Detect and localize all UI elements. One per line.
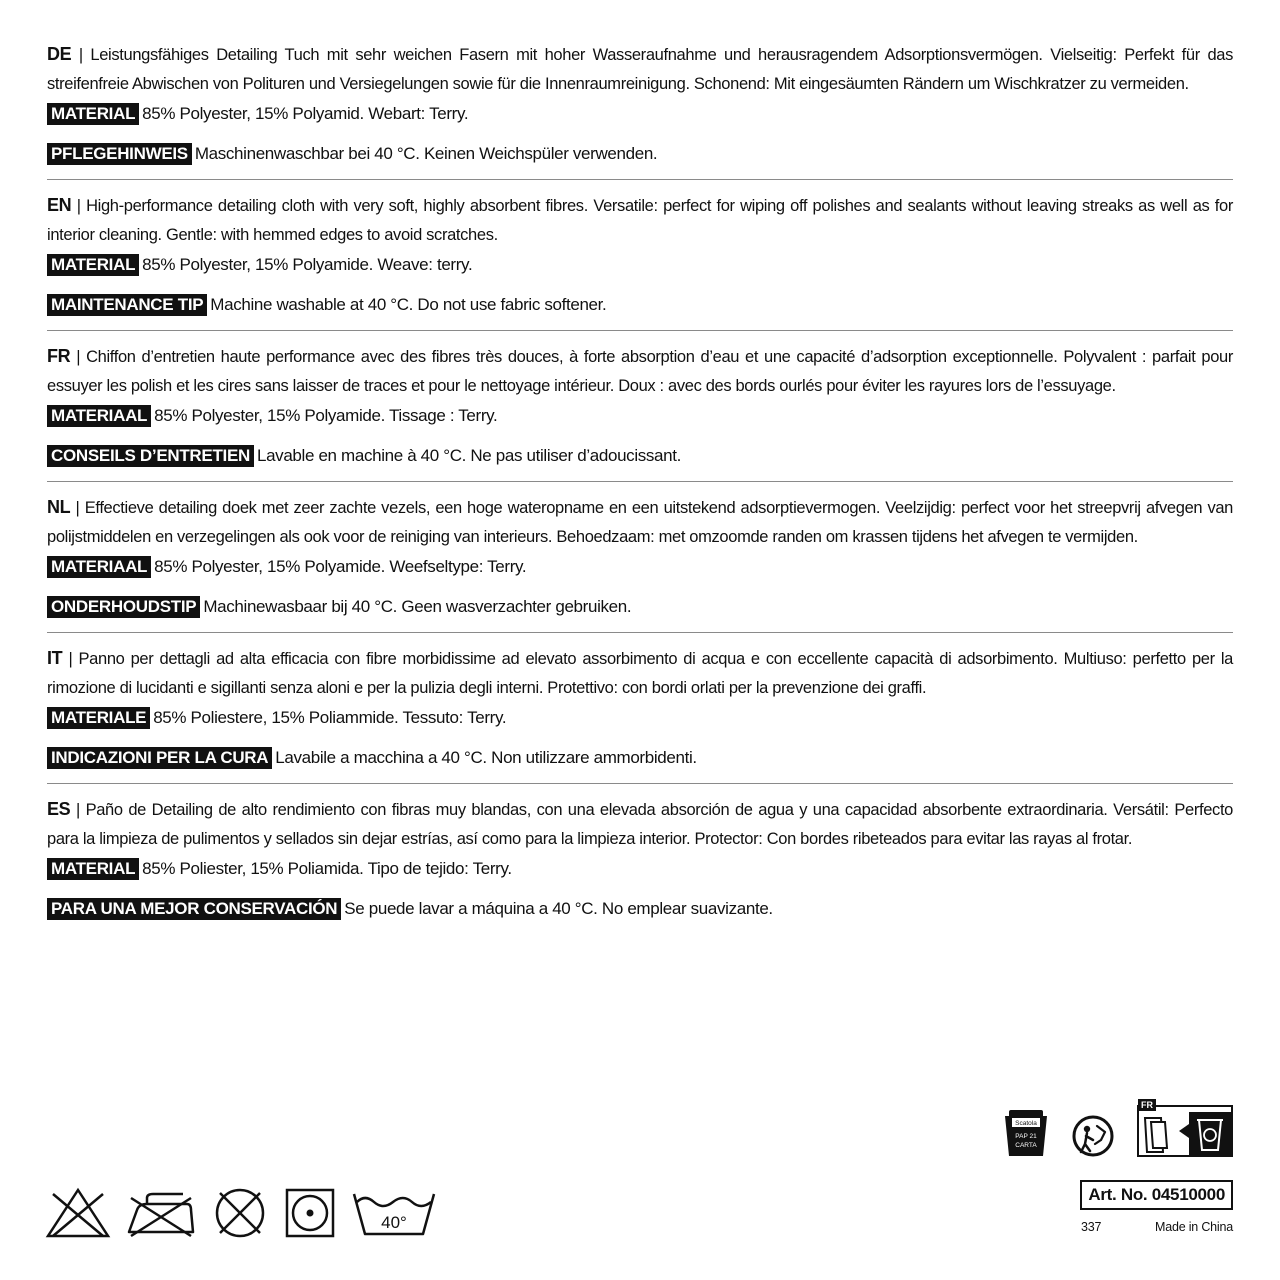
- material-label: MATERIAL: [47, 858, 139, 880]
- care-line: [47, 143, 1233, 165]
- description: [47, 644, 1233, 703]
- info-tri-icon: [1137, 1098, 1233, 1158]
- section-es: [47, 795, 1233, 934]
- wash-temp: 40°: [381, 1213, 407, 1232]
- made-in: Made in China: [1154, 1220, 1233, 1234]
- material-line: [47, 707, 1233, 729]
- description-text: Leistungsfähiges Detailing Tuch mit sehr weichen Fasern mit hoher Wasseraufnahme und herausragendem Adsorptionsvermögen. Vielseitig: Perfekt für das streifenfreie Abwischen von Polituren und Versiegelungen sowie für die Innenraumreinigung. Schonend: Mit eingesäumten Rändern um Wischkratzer zu vermeiden.: [47, 46, 1233, 93]
- description-text: Chiffon d’entretien haute performance avec des fibres très douces, à forte absorption d’eau et une capacité d’adsorption exceptionnelle. Polyvalent : parfait pour essuyer les polish et les cires sans laisser de traces et pour le nettoyage intérieur. Doux : avec des bords ourlés pour éviter les rayures lors de l’essuyage.: [47, 348, 1233, 395]
- material-text: 85% Polyester, 15% Polyamide. Weefseltype: Terry.: [154, 557, 527, 576]
- separator: |: [75, 801, 80, 819]
- product-info-page: [47, 40, 1233, 945]
- no-dry-clean-icon: [283, 1186, 337, 1240]
- language-code: EN: [47, 195, 72, 215]
- description: [47, 191, 1233, 250]
- language-code: ES: [47, 799, 71, 819]
- section-en: [47, 191, 1233, 331]
- section-fr: [47, 342, 1233, 482]
- description-text: Effectieve detailing doek met zeer zachte vezels, een hoge wateropname en een uitstekend adsorptievermogen. Veelzijdig: perfect voor het streepvrij afvegen van polijstmiddelen en verzegelingen als ook voor de reiniging van interieurs. Behoedzaam: met omzoomde randen om krassen tijdens het afvegen te vermijden.: [47, 499, 1234, 546]
- language-code: DE: [47, 44, 72, 64]
- care-label: PARA UNA MEJOR CONSERVACIÓN: [47, 898, 341, 920]
- box-recycling-icon: [1003, 1106, 1049, 1158]
- section-it: [47, 644, 1233, 784]
- care-line: [47, 294, 1233, 316]
- recycling-marks: [1003, 1098, 1233, 1158]
- no-iron-icon: [125, 1186, 197, 1240]
- material-line: [47, 556, 1233, 578]
- care-label: CONSEILS D’ENTRETIEN: [47, 445, 254, 467]
- material-label: MATERIAL: [47, 103, 139, 125]
- svg-text:PAP 21: PAP 21: [1015, 1133, 1037, 1140]
- material-label: MATERIAL: [47, 254, 139, 276]
- care-label: MAINTENANCE TIP: [47, 294, 207, 316]
- material-text: 85% Polyester, 15% Polyamid. Webart: Terry.: [142, 104, 469, 123]
- separator: |: [68, 650, 73, 668]
- care-text: Se puede lavar a máquina a 40 °C. No emplear suavizante.: [344, 899, 773, 918]
- description: [47, 795, 1233, 854]
- description-text: High-performance detailing cloth with very soft, highly absorbent fibres. Versatile: perfect for wiping off polishes and sealants without leaving streaks as well as for interior cleaning. Gentle: with hemmed edges to avoid scratches.: [47, 197, 1234, 244]
- care-label: ONDERHOUDSTIP: [47, 596, 200, 618]
- section-nl: [47, 493, 1233, 633]
- care-symbols: [45, 1186, 437, 1240]
- language-sections: [47, 40, 1233, 934]
- care-label: PFLEGEHINWEIS: [47, 143, 192, 165]
- description: [47, 493, 1233, 552]
- wash-40-icon: [351, 1186, 437, 1240]
- care-text: Lavabile a macchina a 40 °C. Non utilizzare ammorbidenti.: [275, 748, 697, 767]
- material-text: 85% Polyester, 15% Polyamide. Tissage : Terry.: [154, 406, 498, 425]
- care-line: [47, 445, 1233, 467]
- care-line: [47, 747, 1233, 769]
- section-de: [47, 40, 1233, 180]
- material-label: MATERIAAL: [47, 556, 151, 578]
- description: [47, 40, 1233, 99]
- no-bleach-icon: [45, 1186, 111, 1240]
- description: [47, 342, 1233, 401]
- footer-code: 337: [1081, 1220, 1102, 1234]
- svg-text:Scatola: Scatola: [1015, 1120, 1037, 1127]
- material-text: 85% Poliestere, 15% Poliammide. Tessuto: Terry.: [153, 708, 507, 727]
- article-number: Art. No. 04510000: [1080, 1180, 1233, 1210]
- language-code: IT: [47, 648, 63, 668]
- material-label: MATERIAAL: [47, 405, 151, 427]
- language-code: FR: [47, 346, 71, 366]
- description-text: Paño de Detailing de alto rendimiento con fibras muy blandas, con una elevada absorción de agua y una capacidad absorbente extraordinaria. Versátil: Perfecto para la limpieza de pulimentos y sellados sin dejar estrías, así como para la limpieza interior. Protector: Con bordes ribeteados para evitar las rayas al frotar.: [47, 801, 1234, 848]
- material-label: MATERIALE: [47, 707, 150, 729]
- separator: |: [75, 499, 80, 517]
- triman-icon: [1071, 1114, 1115, 1158]
- description-text: Panno per dettagli ad alta efficacia con fibre morbidissime ad elevato assorbimento di acqua e con eccellente capacità di adsorbimento. Multiuso: perfetto per la rimozione di lucidanti e sigillanti senza aloni e per la pulizia degli interni. Protettivo: con bordi orlati per la prevenzione dei graffi.: [47, 650, 1234, 697]
- care-label: INDICAZIONI PER LA CURA: [47, 747, 272, 769]
- care-line: [47, 898, 1233, 920]
- separator: |: [78, 46, 83, 64]
- care-text: Lavable en machine à 40 °C. Ne pas utiliser d’adoucissant.: [256, 446, 682, 465]
- svg-text:CARTA: CARTA: [1015, 1142, 1037, 1149]
- care-line: [47, 596, 1233, 618]
- no-tumble-dry-icon: [211, 1186, 269, 1240]
- separator: |: [76, 197, 81, 215]
- material-line: [47, 254, 1233, 276]
- care-text: Machinewasbaar bij 40 °C. Geen wasverzachter gebruiken.: [203, 597, 632, 616]
- material-line: [47, 103, 1233, 125]
- svg-text:FR: FR: [1141, 1100, 1153, 1110]
- care-text: Machine washable at 40 °C. Do not use fabric softener.: [210, 295, 607, 314]
- material-line: [47, 405, 1233, 427]
- care-text: Maschinenwaschbar bei 40 °C. Keinen Weichspüler verwenden.: [194, 144, 658, 163]
- material-text: 85% Poliester, 15% Poliamida. Tipo de tejido: Terry.: [142, 859, 512, 878]
- language-code: NL: [47, 497, 71, 517]
- material-text: 85% Polyester, 15% Polyamide. Weave: terry.: [142, 255, 473, 274]
- material-line: [47, 858, 1233, 880]
- separator: |: [76, 348, 81, 366]
